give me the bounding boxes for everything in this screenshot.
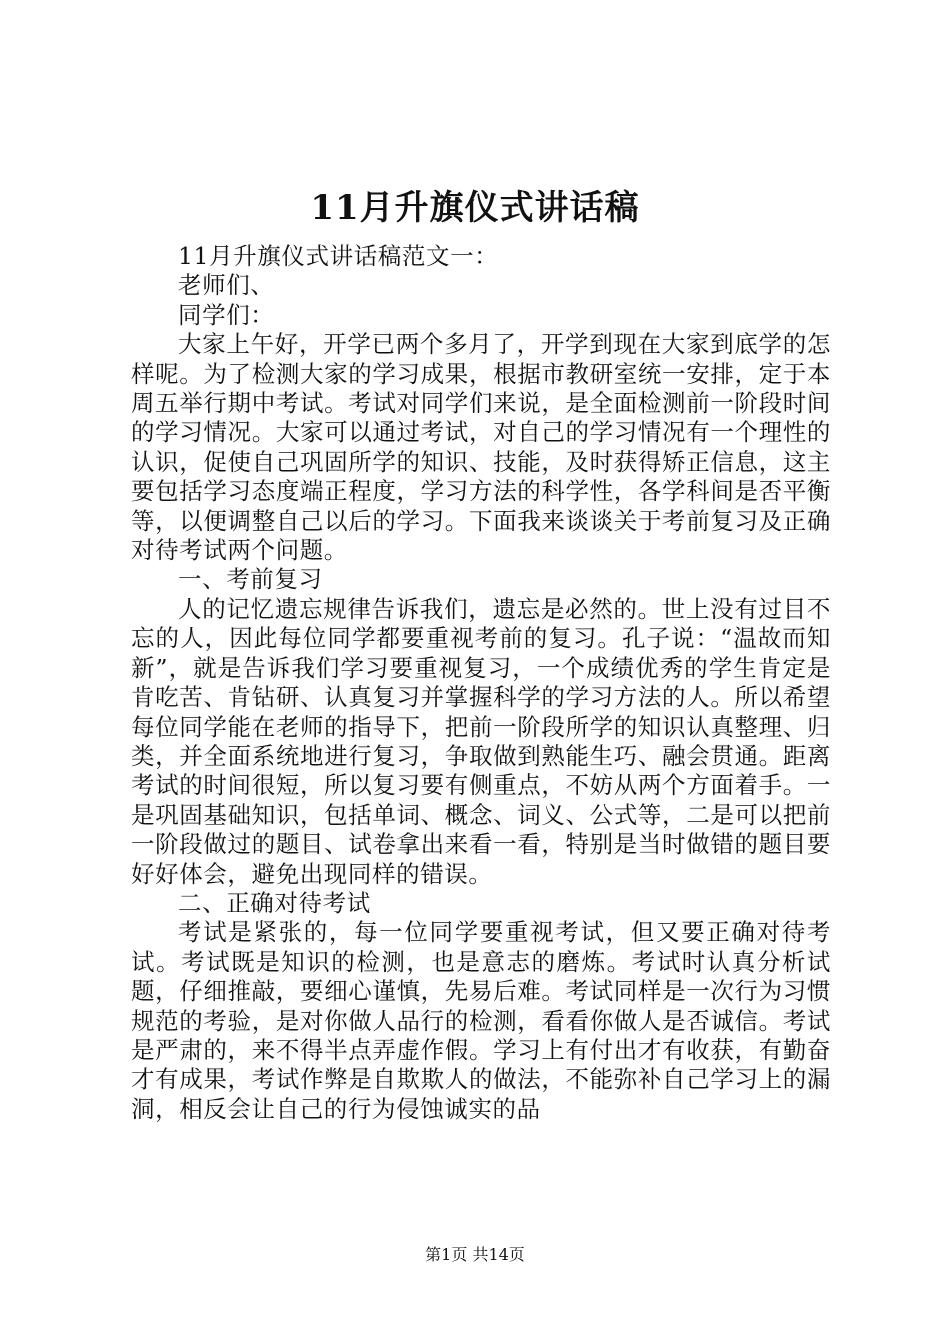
page-footer: 第1页 共14页 [425, 1245, 525, 1264]
paragraph-review: 人的记忆遗忘规律告诉我们，遗忘是必然的。世上没有过目不忘的人，因此每位同学都要重视考前的复习。孔子说：“温故而知新”，就是告诉我们学习要重视复习，一个成绩优秀的学生肯定是肯吃苦、肯钻研、认真复习并掌握科学的学习方法的人。所以希望每位同学能在老师的指导下，把前一阶段所学的知识认真整理、归类，并全面系统地进行复习，争取做到熟能生巧、融会贯通。距离考试的时间很短，所以复习要有侧重点，不妨从两个方面着手。一是巩固基础知识，包括单词、概念、词义、公式等，二是可以把前一阶段做过的题目、试卷拿出来看一看，特别是当时做错的题目要好好体会，避免出现同样的错误。 [131, 594, 831, 888]
paragraph-opening: 大家上午好，开学已两个多月了，开学到现在大家到底学的怎样呢。为了检测大家的学习成果，根据市教研室统一安排，定于本周五举行期中考试。考试对同学们来说，是全面检测前一阶段时间的学习情况。大家可以通过考试，对自己的学习情况有一个理性的认识，促使自己巩固所学的知识、技能，及时获得矫正信息，这主要包括学习态度端正程度，学习方法的科学性，各学科间是否平衡等，以便调整自己以后的学习。下面我来谈谈关于考前复习及正确对待考试两个问题。 [131, 330, 831, 565]
paragraph-exam-attitude: 考试是紧张的，每一位同学要重视考试，但又要正确对待考试。考试既是知识的检测，也是意志的磨炼。考试时认真分析试题，仔细推敲，要细心谨慎，先易后难。考试同样是一次行为习惯规范的考验，是对你做人品行的检测，看看你做人是否诚信。考试是严肃的，来不得半点弄虚作假。学习上有付出才有收获，有勤奋才有成果，考试作弊是自欺欺人的做法，不能弥补自己学习上的漏洞，相反会让自己的行为侵蚀诚实的品 [131, 918, 831, 1123]
section-heading-exam-attitude: 二、正确对待考试 [178, 888, 371, 917]
document-body [131, 242, 831, 1124]
section-heading-review: 一、考前复习 [178, 565, 323, 594]
paragraph-salutation-teachers: 老师们、 [178, 271, 275, 300]
document-title: 11月升旗仪式讲话稿 [310, 188, 640, 228]
paragraph-salutation-students: 同学们： [178, 300, 275, 329]
paragraph-intro-heading: 11月升旗仪式讲话稿范文一： [178, 242, 499, 270]
